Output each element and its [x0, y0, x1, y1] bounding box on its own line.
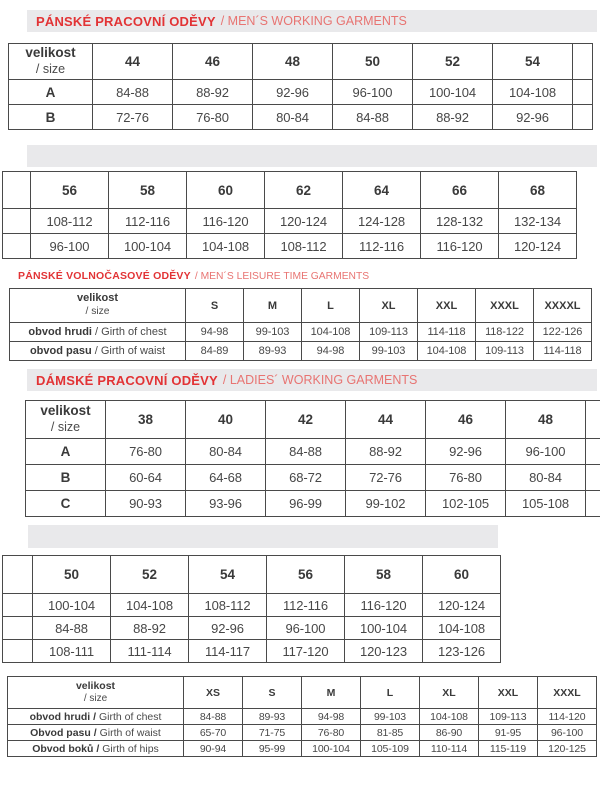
corner-label-czech: velikost — [40, 403, 91, 419]
row-label-cell: Obvod boků / Girth of hips — [8, 741, 184, 757]
size-value-cell: 94-98 — [186, 323, 244, 342]
size-value-cell: 89-93 — [244, 342, 302, 361]
size-value-cell: 80-84 — [506, 465, 586, 491]
row-label-cell: A — [26, 439, 106, 465]
cut-column-sliver — [586, 439, 600, 465]
table-row — [8, 725, 597, 741]
table-row — [3, 234, 577, 259]
size-value-cell: 132-134 — [499, 209, 577, 234]
size-value-cell: 108-112 — [189, 594, 267, 617]
size-column-header: 64 — [343, 172, 421, 209]
size-value-cell: 88-92 — [173, 80, 253, 105]
size-value-cell: 108-112 — [265, 234, 343, 259]
size-column-header: XXXXL — [534, 289, 592, 323]
header-row — [3, 556, 501, 594]
header-row — [10, 289, 592, 323]
size-value-cell: 91-95 — [479, 725, 538, 741]
size-value-cell: 92-96 — [493, 105, 573, 130]
size-value-cell: 109-113 — [479, 709, 538, 725]
corner-label-czech: velikost — [25, 45, 76, 61]
size-column-header: 54 — [189, 556, 267, 594]
section-title-czech: PÁNSKÉ PRACOVNÍ ODĚVY — [36, 13, 216, 29]
size-value-cell: 72-76 — [346, 465, 426, 491]
row-label-cell: B — [26, 465, 106, 491]
size-column-header: 54 — [493, 44, 573, 80]
corner-cell — [9, 44, 93, 80]
size-column-header: S — [243, 677, 302, 709]
size-value-cell: 120-123 — [345, 640, 423, 663]
size-value-cell: 95-99 — [243, 741, 302, 757]
mens-working-divider-bar — [27, 145, 597, 167]
size-column-header: XXXL — [538, 677, 597, 709]
size-column-header: XXXL — [476, 289, 534, 323]
table-row — [3, 617, 501, 640]
header-row — [3, 172, 577, 209]
size-value-cell: 100-104 — [33, 594, 111, 617]
size-value-cell: 109-113 — [476, 342, 534, 361]
size-value-cell: 104-108 — [187, 234, 265, 259]
size-value-cell: 94-98 — [302, 342, 360, 361]
row-label-cell: obvod pasu / Girth of waist — [10, 342, 186, 361]
table-row — [9, 80, 593, 105]
size-value-cell: 80-84 — [186, 439, 266, 465]
size-column-header: 48 — [506, 401, 586, 439]
section-title-english: / MEN´S WORKING GARMENTS — [220, 14, 407, 28]
size-value-cell: 65-70 — [184, 725, 243, 741]
size-value-cell: 100-104 — [345, 617, 423, 640]
mens-leisure-sizes-table — [9, 288, 592, 361]
size-value-cell: 100-104 — [109, 234, 187, 259]
corner-label-english: / size — [83, 692, 108, 704]
ladies-working-divider-bar — [28, 525, 498, 548]
section-title-mens-leisure — [18, 269, 369, 283]
size-value-cell: 115-119 — [479, 741, 538, 757]
corner-cell — [8, 677, 184, 709]
size-column-header: 46 — [426, 401, 506, 439]
header-row — [8, 677, 597, 709]
ladies-working-sizes-table-38-48 — [25, 400, 600, 517]
cut-column-sliver — [573, 80, 593, 105]
size-value-cell: 76-80 — [302, 725, 361, 741]
size-column-header: L — [302, 289, 360, 323]
size-value-cell: 96-100 — [538, 725, 597, 741]
size-column-header: 66 — [421, 172, 499, 209]
size-value-cell: 128-132 — [421, 209, 499, 234]
size-value-cell: 100-104 — [413, 80, 493, 105]
size-column-header: 56 — [267, 556, 345, 594]
size-value-cell: 120-124 — [423, 594, 501, 617]
section-title-english: / LADIES´ WORKING GARMENTS — [222, 373, 418, 387]
cut-column-sliver — [586, 465, 600, 491]
size-column-header: 46 — [173, 44, 253, 80]
size-value-cell: 81-85 — [361, 725, 420, 741]
size-value-cell: 104-108 — [493, 80, 573, 105]
size-value-cell: 105-108 — [506, 491, 586, 517]
size-value-cell: 120-125 — [538, 741, 597, 757]
size-column-header: 50 — [333, 44, 413, 80]
size-value-cell: 94-98 — [302, 709, 361, 725]
size-value-cell: 114-118 — [418, 323, 476, 342]
table-row — [3, 209, 577, 234]
size-value-cell: 120-124 — [499, 234, 577, 259]
size-value-cell: 60-64 — [106, 465, 186, 491]
section-title-czech: DÁMSKÉ PRACOVNÍ ODĚVY — [36, 372, 218, 388]
size-value-cell: 110-114 — [420, 741, 479, 757]
size-column-header: 38 — [106, 401, 186, 439]
size-value-cell: 109-113 — [360, 323, 418, 342]
size-value-cell: 88-92 — [413, 105, 493, 130]
table-row — [9, 105, 593, 130]
size-value-cell: 104-108 — [423, 617, 501, 640]
size-value-cell: 112-116 — [343, 234, 421, 259]
size-value-cell: 104-108 — [302, 323, 360, 342]
table-row — [26, 465, 600, 491]
row-label-cell: C — [26, 491, 106, 517]
size-value-cell: 112-116 — [109, 209, 187, 234]
header-row — [26, 401, 600, 439]
size-column-header: L — [361, 677, 420, 709]
row-label-cell: B — [9, 105, 93, 130]
table-row — [26, 491, 600, 517]
size-value-cell: 96-100 — [31, 234, 109, 259]
size-value-cell: 88-92 — [346, 439, 426, 465]
size-column-header: XL — [420, 677, 479, 709]
table-row — [10, 342, 592, 361]
size-value-cell: 105-109 — [361, 741, 420, 757]
cut-column-sliver — [586, 491, 600, 517]
size-value-cell: 76-80 — [426, 465, 506, 491]
size-value-cell: 99-103 — [360, 342, 418, 361]
size-column-header: 40 — [186, 401, 266, 439]
size-value-cell: 104-108 — [420, 709, 479, 725]
size-column-header: 44 — [346, 401, 426, 439]
size-column-header: 56 — [31, 172, 109, 209]
size-value-cell: 84-88 — [93, 80, 173, 105]
cut-column-sliver — [3, 556, 33, 594]
row-label-cell: Obvod pasu / Girth of waist — [8, 725, 184, 741]
size-value-cell: 112-116 — [267, 594, 345, 617]
size-column-header: S — [186, 289, 244, 323]
row-label-cell: obvod hrudi / Girth of chest — [8, 709, 184, 725]
corner-label-english: / size — [50, 420, 81, 435]
cut-column-sliver — [3, 172, 31, 209]
size-column-header: XXL — [479, 677, 538, 709]
cut-column-sliver — [3, 640, 33, 663]
cut-column-sliver — [3, 617, 33, 640]
size-value-cell: 90-94 — [184, 741, 243, 757]
size-value-cell: 92-96 — [253, 80, 333, 105]
size-column-header: 52 — [413, 44, 493, 80]
size-value-cell: 118-122 — [476, 323, 534, 342]
size-value-cell: 84-89 — [186, 342, 244, 361]
size-value-cell: 116-120 — [345, 594, 423, 617]
size-value-cell: 84-88 — [266, 439, 346, 465]
size-value-cell: 80-84 — [253, 105, 333, 130]
size-column-header: 44 — [93, 44, 173, 80]
size-value-cell: 76-80 — [173, 105, 253, 130]
size-value-cell: 93-96 — [186, 491, 266, 517]
cut-column-sliver — [573, 105, 593, 130]
size-value-cell: 116-120 — [187, 209, 265, 234]
corner-label-czech: velikost — [75, 679, 116, 692]
size-value-cell: 111-114 — [111, 640, 189, 663]
section-title-mens-working — [27, 10, 597, 32]
size-value-cell: 88-92 — [111, 617, 189, 640]
size-column-header: 42 — [266, 401, 346, 439]
section-title-english: / MEN´S LEISURE TIME GARMENTS — [194, 270, 370, 282]
corner-label-english: / size — [85, 305, 110, 317]
section-title-czech: PÁNSKÉ VOLNOČASOVÉ ODĚVY — [18, 270, 191, 282]
size-value-cell: 84-88 — [184, 709, 243, 725]
size-value-cell: 84-88 — [333, 105, 413, 130]
size-value-cell: 120-124 — [265, 209, 343, 234]
size-value-cell: 71-75 — [243, 725, 302, 741]
size-value-cell: 104-108 — [418, 342, 476, 361]
size-value-cell: 72-76 — [93, 105, 173, 130]
cut-column-sliver — [3, 209, 31, 234]
cut-column-sliver — [3, 594, 33, 617]
mens-working-sizes-table-56-68 — [2, 171, 577, 259]
corner-label-english: / size — [35, 62, 66, 77]
size-value-cell: 96-99 — [266, 491, 346, 517]
size-column-header: 50 — [33, 556, 111, 594]
mens-working-sizes-table-44-54 — [8, 43, 593, 130]
cut-column-sliver — [586, 401, 600, 439]
corner-cell — [10, 289, 186, 323]
size-value-cell: 102-105 — [426, 491, 506, 517]
size-value-cell: 96-100 — [267, 617, 345, 640]
table-row — [8, 741, 597, 757]
size-value-cell: 90-93 — [106, 491, 186, 517]
size-value-cell: 92-96 — [426, 439, 506, 465]
size-column-header: M — [302, 677, 361, 709]
size-value-cell: 108-111 — [33, 640, 111, 663]
size-column-header: XXL — [418, 289, 476, 323]
corner-label-czech: velikost — [77, 292, 118, 305]
cut-column-sliver — [573, 44, 593, 80]
size-column-header: M — [244, 289, 302, 323]
size-value-cell: 99-102 — [346, 491, 426, 517]
size-value-cell: 114-120 — [538, 709, 597, 725]
size-value-cell: 64-68 — [186, 465, 266, 491]
size-column-header: XS — [184, 677, 243, 709]
ladies-girth-sizes-table-xs-xxxl — [7, 676, 597, 757]
size-value-cell: 99-103 — [361, 709, 420, 725]
size-value-cell: 96-100 — [506, 439, 586, 465]
size-value-cell: 124-128 — [343, 209, 421, 234]
size-column-header: 68 — [499, 172, 577, 209]
size-value-cell: 114-117 — [189, 640, 267, 663]
ladies-working-sizes-table-50-60 — [2, 555, 501, 663]
size-column-header: XL — [360, 289, 418, 323]
size-value-cell: 117-120 — [267, 640, 345, 663]
size-value-cell: 96-100 — [333, 80, 413, 105]
size-value-cell: 84-88 — [33, 617, 111, 640]
size-column-header: 52 — [111, 556, 189, 594]
table-row — [3, 594, 501, 617]
size-value-cell: 116-120 — [421, 234, 499, 259]
size-value-cell: 104-108 — [111, 594, 189, 617]
table-row — [26, 439, 600, 465]
table-row — [3, 640, 501, 663]
corner-cell — [26, 401, 106, 439]
size-value-cell: 89-93 — [243, 709, 302, 725]
row-label-cell: A — [9, 80, 93, 105]
header-row — [9, 44, 593, 80]
size-value-cell: 92-96 — [189, 617, 267, 640]
row-label-cell: obvod hrudi / Girth of chest — [10, 323, 186, 342]
size-value-cell: 68-72 — [266, 465, 346, 491]
size-column-header: 62 — [265, 172, 343, 209]
size-value-cell: 108-112 — [31, 209, 109, 234]
size-column-header: 60 — [423, 556, 501, 594]
cut-column-sliver — [3, 234, 31, 259]
size-column-header: 60 — [187, 172, 265, 209]
size-value-cell: 99-103 — [244, 323, 302, 342]
table-row — [8, 709, 597, 725]
section-title-ladies-working — [27, 369, 597, 391]
size-value-cell: 114-118 — [534, 342, 592, 361]
size-value-cell: 122-126 — [534, 323, 592, 342]
size-column-header: 58 — [345, 556, 423, 594]
size-value-cell: 123-126 — [423, 640, 501, 663]
size-column-header: 58 — [109, 172, 187, 209]
table-row — [10, 323, 592, 342]
size-value-cell: 86-90 — [420, 725, 479, 741]
size-value-cell: 76-80 — [106, 439, 186, 465]
size-column-header: 48 — [253, 44, 333, 80]
size-value-cell: 100-104 — [302, 741, 361, 757]
